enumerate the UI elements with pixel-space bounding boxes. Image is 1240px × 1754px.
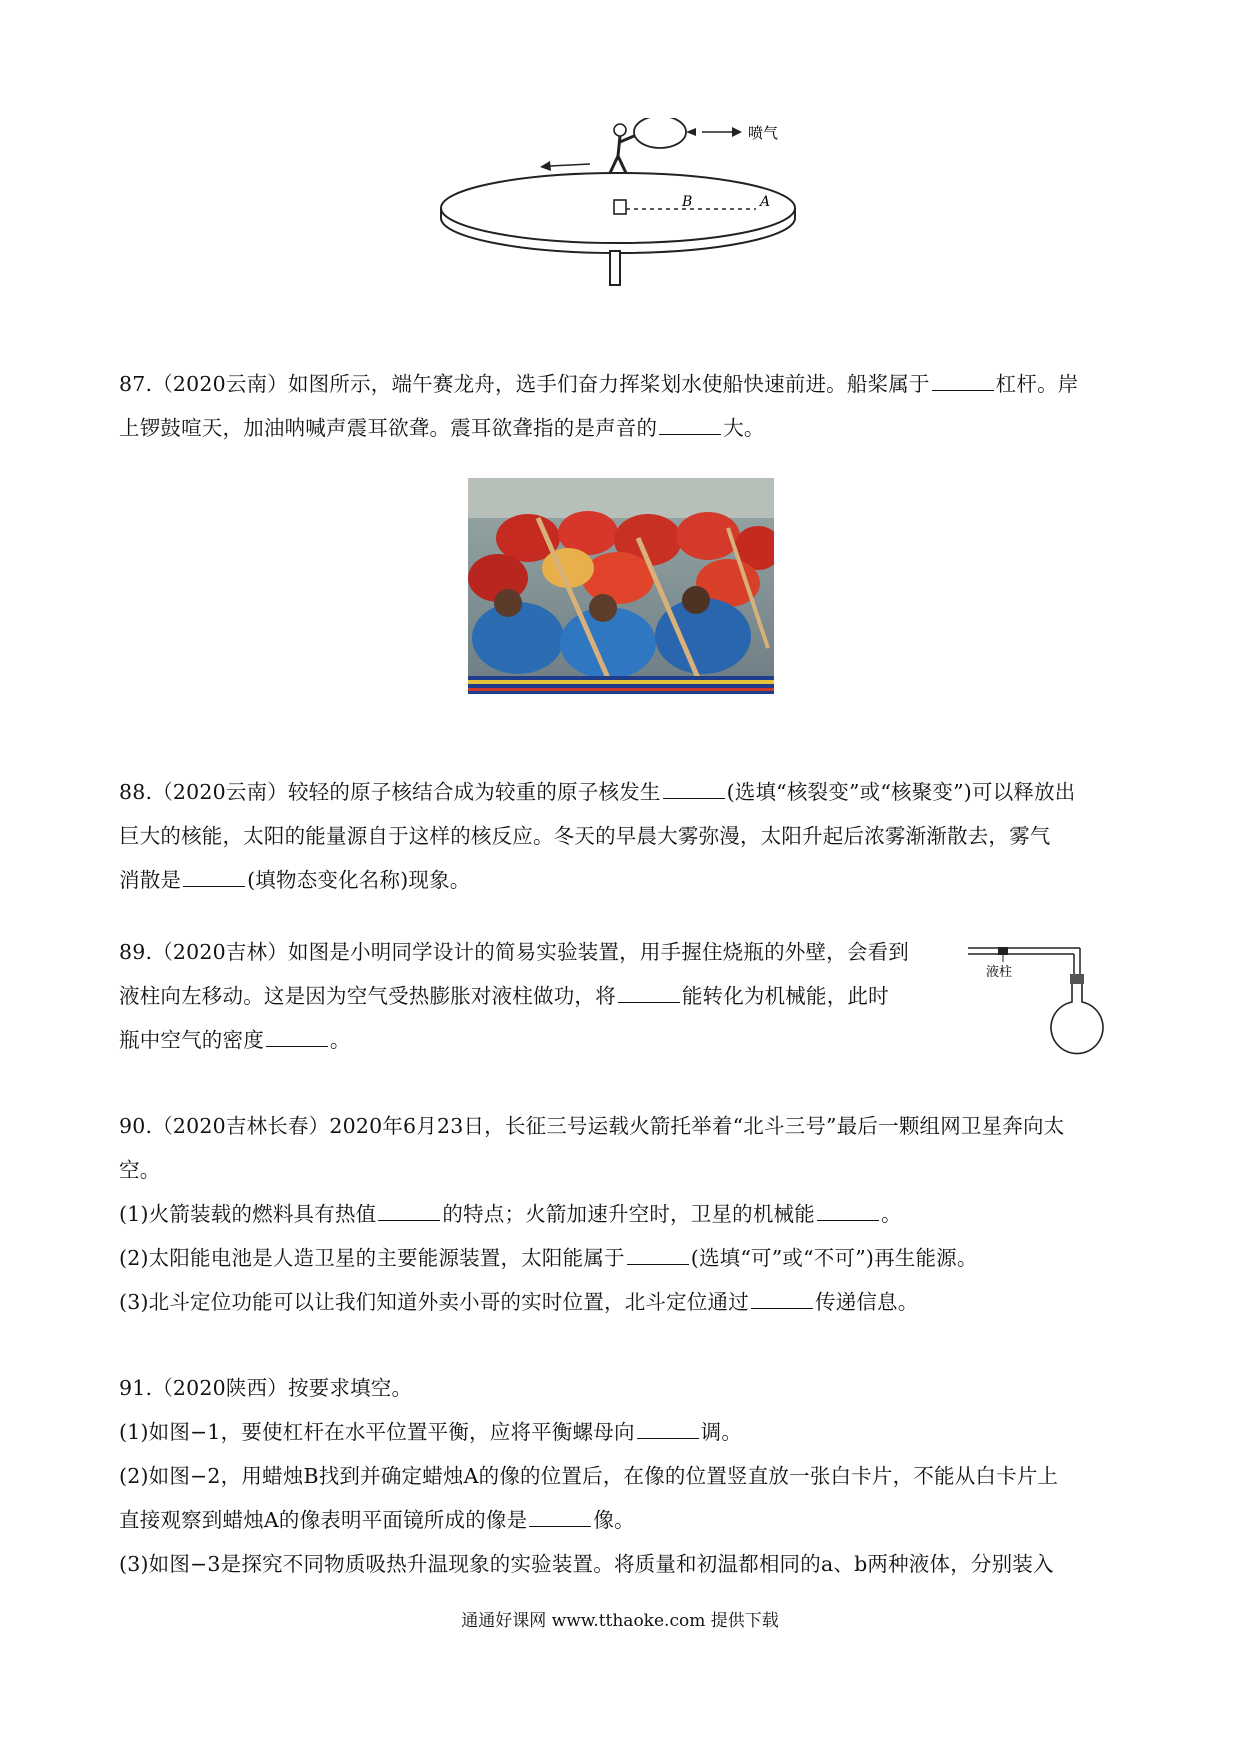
point-b-label: B	[682, 194, 693, 210]
answer-blank[interactable]	[932, 372, 994, 391]
answer-blank[interactable]	[751, 1290, 813, 1309]
q88-line3: 消散是 (填物态变化名称)现象。	[119, 868, 471, 892]
answer-blank[interactable]	[637, 1420, 699, 1439]
q90-line1: 90.（2020吉林长春）2020年6月23日，长征三号运载火箭托举着“北斗三号”最后一颗组网卫星奔向太	[119, 1114, 1065, 1138]
q88-line1: 88.（2020云南）较轻的原子核结合成为较重的原子核发生 (选填“核裂变”或“核聚变”)可以释放出	[119, 780, 1076, 804]
q87-line1: 87.（2020云南）如图所示，端午赛龙舟，选手们奋力挥桨划水使船快速前进。船桨属于 杠杆。岸	[119, 372, 1079, 396]
q89-line3: 瓶中空气的密度 。	[119, 1028, 351, 1052]
answer-blank[interactable]	[266, 1028, 328, 1047]
q91-sub1: (1)如图−1，要使杠杆在水平位置平衡，应将平衡螺母向 调。	[119, 1420, 743, 1444]
answer-blank[interactable]	[618, 984, 680, 1003]
spray-label: 喷气	[748, 124, 779, 142]
answer-blank[interactable]	[183, 868, 245, 887]
rotating-disk-figure	[440, 118, 800, 288]
q89-line2: 液柱向左移动。这是因为空气受热膨胀对液柱做功，将 能转化为机械能，此时	[119, 984, 889, 1008]
q87-line2: 上锣鼓喧天，加油呐喊声震耳欲聋。震耳欲聋指的是声音的 大。	[119, 416, 765, 440]
q89-line1: 89.（2020吉林）如图是小明同学设计的简易实验装置，用手握住烧瓶的外壁，会看到	[119, 940, 909, 964]
q90-sub3: (3)北斗定位功能可以让我们知道外卖小哥的实时位置，北斗定位通过 传递信息。	[119, 1290, 919, 1314]
answer-blank[interactable]	[627, 1246, 689, 1265]
answer-blank[interactable]	[529, 1508, 591, 1527]
point-a-label: A	[760, 194, 771, 210]
q91-line1: 91.（2020陕西）按要求填空。	[119, 1376, 413, 1400]
answer-blank[interactable]	[378, 1202, 440, 1221]
flask-apparatus-figure	[960, 940, 1120, 1060]
answer-blank[interactable]	[817, 1202, 879, 1221]
q88-line2: 巨大的核能，太阳的能量源自于这样的核反应。冬天的早晨大雾弥漫，太阳升起后浓雾渐渐散去，雾气	[119, 824, 1051, 848]
answer-blank[interactable]	[663, 780, 725, 799]
page-footer: 通通好课网 www.tthaoke.com 提供下载	[461, 1611, 779, 1631]
answer-blank[interactable]	[659, 416, 721, 435]
dragon-boat-photo	[468, 478, 774, 694]
q90-sub2: (2)太阳能电池是人造卫星的主要能源装置，太阳能属于 (选填“可”或“不可”)再生能源。	[119, 1246, 978, 1270]
liquid-column-label: 液柱	[986, 965, 1013, 980]
q90-sub1: (1)火箭装载的燃料具有热值 的特点；火箭加速升空时，卫星的机械能 。	[119, 1202, 902, 1226]
q91-sub2: (2)如图−2，用蜡烛B找到并确定蜡烛A的像的位置后，在像的位置竖直放一张白卡片，不能从白卡片上	[119, 1464, 1059, 1488]
q91-sub3: (3)如图−3是探究不同物质吸热升温现象的实验装置。将质量和初温都相同的a、b两种液体，分别装入	[119, 1552, 1054, 1576]
q90-line2: 空。	[119, 1158, 161, 1182]
q91-sub2-line2: 直接观察到蜡烛A的像表明平面镜所成的像是 像。	[119, 1508, 635, 1532]
